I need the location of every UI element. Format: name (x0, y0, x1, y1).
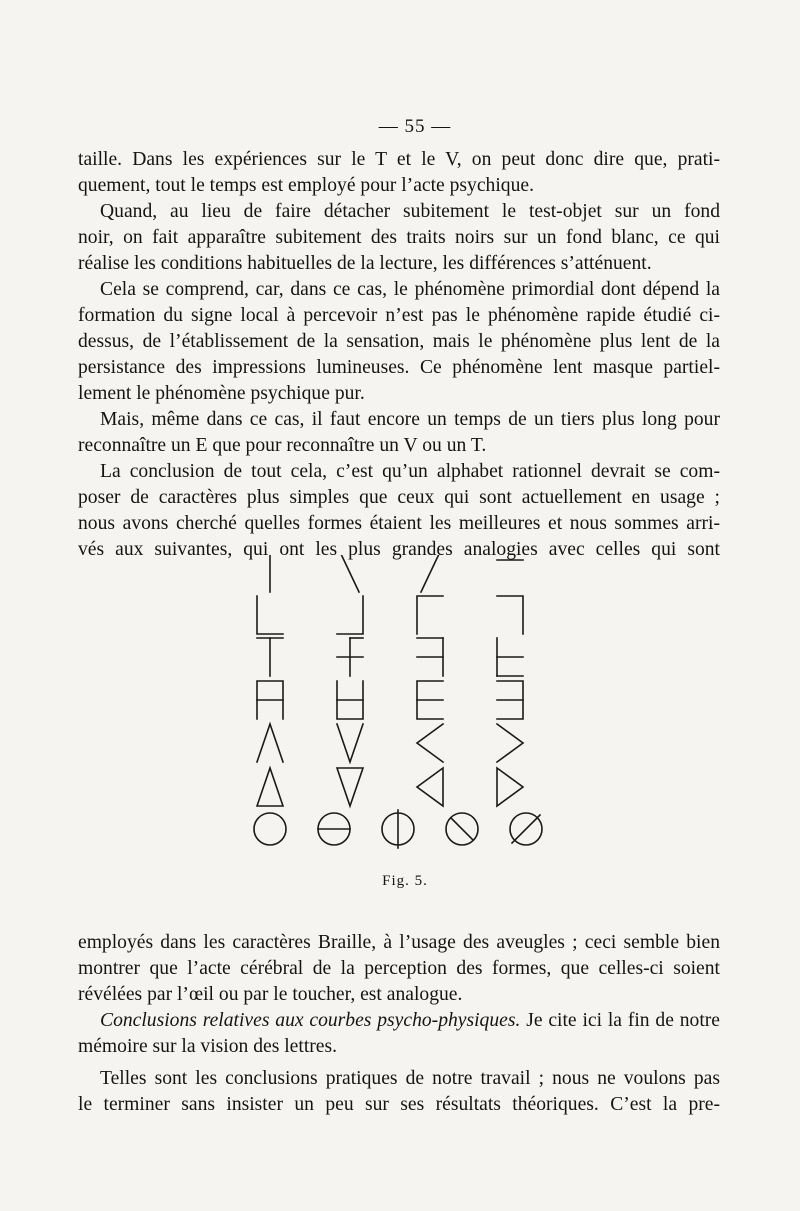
horizontal-bar-glyph (497, 555, 523, 560)
paragraph-1-line-1: taille. Dans les expériences sur le T et le V, on peut donc dire que, prati- (78, 149, 720, 170)
triangle-down-glyph (337, 768, 363, 806)
paragraph-3-line-1: Cela se comprend, car, dans ce cas, le phénomène primordial dont dépend la (100, 279, 720, 300)
paragraph-1-line-2: quement, tout le temps est employé pour l’acte psychique. (78, 175, 534, 196)
caret-left-glyph (417, 724, 443, 762)
paragraph-6-line-1: employés dans les caractères Braille, à l’usage des aveugles ; ceci semble bien (78, 932, 720, 953)
paragraph-5-line-3: nous avons cherché quelles formes étaient les meilleures et nous sommes arri- (78, 513, 720, 534)
paragraph-2-line-2: noir, on fait apparaître subitement des traits noirs sur un fond blanc, ce qui (78, 227, 720, 248)
figure-5-glyph-grid (238, 555, 568, 851)
paragraph-7-line-2: mémoire sur la vision des lettres. (78, 1036, 338, 1057)
circle-slash-glyph (510, 813, 542, 845)
Pi-shape-glyph (257, 681, 283, 719)
circle-horizontal-bar-glyph (318, 813, 350, 845)
caret-down-glyph (337, 724, 363, 762)
paragraph-5-line-4: vés aux suivantes, qui ont les plus grandes analogies avec celles qui sont (78, 539, 720, 560)
paragraph-3-line-5: lement le phénomène psychique pur. (78, 383, 365, 404)
paragraph-3-line-4: persistance des impressions lumineuses. Ce phénomène lent masque partiel- (78, 357, 720, 378)
circle-backslash-glyph (446, 813, 478, 845)
paragraph-4-line-2: reconnaître un E que pour reconnaître un V ou un T. (78, 435, 487, 456)
page-number: — 55 — (378, 116, 452, 137)
top-text-block (78, 147, 720, 563)
paragraph-2-line-3: réalise les conditions habituelles de la lecture, les différences s’atténuent. (78, 253, 652, 274)
reverse-Gamma-shape-glyph (497, 596, 523, 634)
backslash-glyph (341, 555, 359, 592)
caret-right-glyph (497, 724, 523, 762)
paragraph-2-line-1: Quand, au lieu de faire détacher subitement le test-objet sur un fond (100, 201, 720, 222)
L-shape-glyph (257, 596, 283, 634)
figure-caption: Fig. 5. (382, 873, 428, 889)
left-T-shape-glyph (417, 638, 443, 676)
paragraph-5-line-2: poser de caractères plus simples que ceux qui sont actuellement en usage ; (78, 487, 720, 508)
J-shape-glyph (337, 596, 363, 634)
triangle-left-glyph (417, 768, 443, 806)
paragraph-6-line-3: révélées par l’œil ou par le toucher, est analogue. (78, 984, 463, 1005)
paragraph-6-line-2: montrer que l’acte cérébral de la perception des formes, que celles-ci soient (78, 958, 720, 979)
paragraph-5-line-1: La conclusion de tout cela, c’est qu’un alphabet rationnel devrait se com- (100, 461, 720, 482)
open-right-E-shape-glyph (417, 681, 443, 719)
slash-glyph (421, 555, 439, 592)
paragraph-8-line-2: le terminer sans insister un peu sur ses résultats théoriques. C’est la pre- (78, 1094, 720, 1115)
T-shape-glyph (257, 638, 283, 676)
paragraph-4-line-1: Mais, même dans ce cas, il faut encore un temps de un tiers plus long pour (100, 409, 720, 430)
paragraph-7-line-1-rest: Je cite ici la fin de notre (520, 1010, 721, 1031)
U-shape-glyph (337, 681, 363, 719)
section-heading-italic: Conclusions relatives aux courbes psycho-physiques. (100, 1010, 521, 1031)
paragraph-7-line-1 (78, 1008, 720, 1034)
Gamma-shape-glyph (417, 596, 443, 634)
paragraph-8-line-1: Telles sont les conclusions pratiques de notre travail ; nous ne voulons pas (100, 1068, 720, 1089)
bottom-text-block (78, 930, 720, 1118)
paragraph-3-line-2: formation du signe local à percevoir n’est pas le phénomène rapide étudié ci- (78, 305, 720, 326)
paragraph-3-line-3: dessus, de l’établissement de la sensation, mais le phénomène plus lent de la (78, 331, 720, 352)
open-left-E-shape-glyph (497, 681, 523, 719)
right-T-shape-glyph (497, 638, 523, 676)
triangle-up-glyph (257, 768, 283, 806)
caret-up-glyph (257, 724, 283, 762)
circle-glyph (254, 813, 286, 845)
triangle-right-glyph (497, 768, 523, 806)
circle-vertical-bar-glyph (382, 810, 414, 848)
H-shape-glyph (337, 638, 363, 676)
